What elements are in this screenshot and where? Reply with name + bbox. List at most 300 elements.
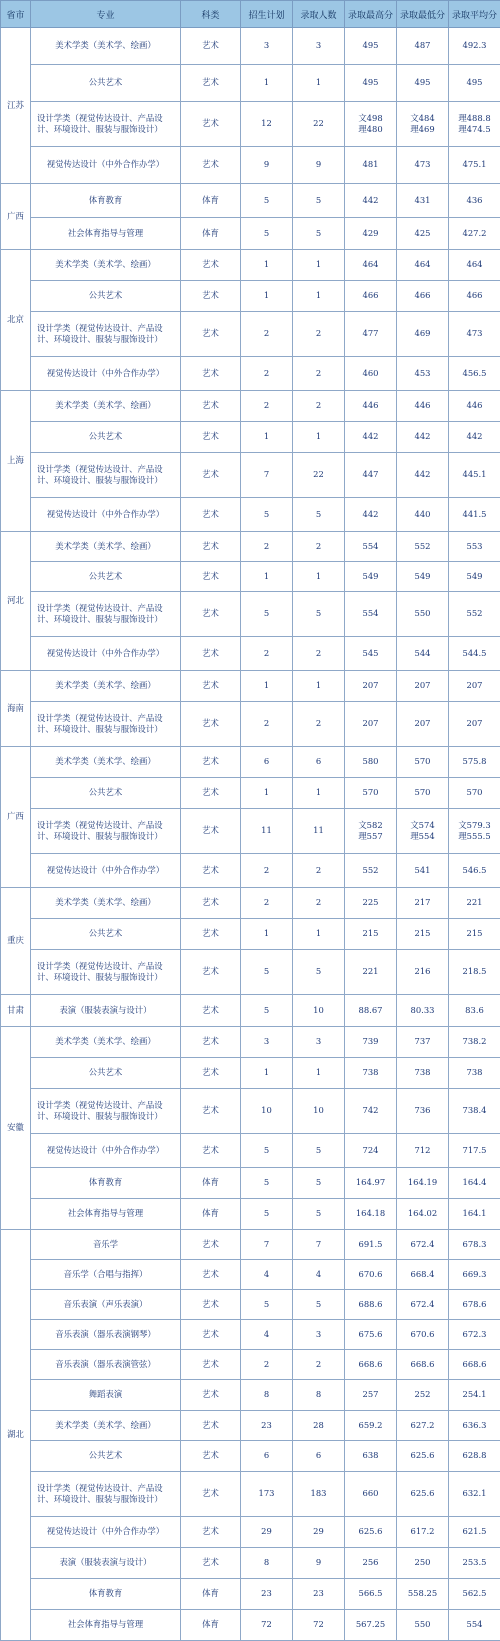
min-score-cell: 570 (397, 778, 449, 809)
max-score-cell: 257 (345, 1380, 397, 1411)
admitted-cell: 1 (293, 250, 345, 281)
min-score-cell: 216 (397, 950, 449, 995)
type-cell: 艺术 (181, 1058, 241, 1089)
plan-cell: 1 (241, 422, 293, 453)
header-max: 录取最高分 (345, 1, 397, 28)
type-cell: 体育 (181, 1579, 241, 1610)
table-row (1, 1089, 500, 1134)
max-score-cell: 460 (345, 357, 397, 391)
admitted-cell: 1 (293, 422, 345, 453)
table-row (1, 1380, 500, 1411)
admitted-cell: 3 (293, 1027, 345, 1058)
plan-cell: 5 (241, 1199, 293, 1230)
min-score-cell: 446 (397, 391, 449, 422)
admitted-cell: 4 (293, 1260, 345, 1290)
table-row (1, 671, 500, 702)
avg-score-cell: 441.5 (449, 498, 500, 532)
major-cell: 公共艺术 (31, 65, 181, 102)
admitted-cell: 2 (293, 702, 345, 747)
avg-score-cell: 164.4 (449, 1168, 500, 1199)
min-score-cell: 625.6 (397, 1472, 449, 1517)
admitted-cell: 5 (293, 592, 345, 637)
avg-score-cell: 636.3 (449, 1411, 500, 1441)
plan-cell: 29 (241, 1517, 293, 1548)
min-score-cell: 464 (397, 250, 449, 281)
min-score-cell: 541 (397, 854, 449, 888)
avg-score-cell: 164.1 (449, 1199, 500, 1230)
max-score-cell: 659.2 (345, 1411, 397, 1441)
table-row (1, 919, 500, 950)
header-plan: 招生计划 (241, 1, 293, 28)
avg-score-cell: 475.1 (449, 147, 500, 184)
avg-score-cell: 466 (449, 281, 500, 312)
admitted-cell: 5 (293, 1290, 345, 1320)
avg-score-cell: 218.5 (449, 950, 500, 995)
major-cell: 社会体育指导与管理 (31, 1610, 181, 1641)
admitted-cell: 10 (293, 1089, 345, 1134)
table-row (1, 65, 500, 102)
table-row (1, 1134, 500, 1168)
major-cell: 公共艺术 (31, 1058, 181, 1089)
avg-score-cell: 207 (449, 702, 500, 747)
plan-cell: 5 (241, 592, 293, 637)
min-score-cell: 552 (397, 532, 449, 562)
avg-score-cell: 678.6 (449, 1290, 500, 1320)
admitted-cell: 2 (293, 1350, 345, 1380)
major-cell: 公共艺术 (31, 1441, 181, 1472)
admitted-cell: 2 (293, 854, 345, 888)
major-cell: 设计学类（视觉传达设计、产品设计、环境设计、服装与服饰设计） (31, 592, 181, 637)
type-cell: 艺术 (181, 1230, 241, 1260)
max-score-cell: 675.6 (345, 1320, 397, 1350)
avg-score-cell: 546.5 (449, 854, 500, 888)
type-cell: 艺术 (181, 637, 241, 671)
table-row (1, 1230, 500, 1260)
plan-cell: 4 (241, 1320, 293, 1350)
admitted-cell: 22 (293, 453, 345, 498)
plan-cell: 23 (241, 1411, 293, 1441)
table-row (1, 147, 500, 184)
max-score-cell: 466 (345, 281, 397, 312)
type-cell: 体育 (181, 1199, 241, 1230)
min-score-cell: 文484 理469 (397, 102, 449, 147)
max-score-cell: 446 (345, 391, 397, 422)
type-cell: 艺术 (181, 809, 241, 854)
admitted-cell: 5 (293, 1168, 345, 1199)
table-row (1, 218, 500, 250)
plan-cell: 5 (241, 184, 293, 218)
type-cell: 艺术 (181, 312, 241, 357)
type-cell: 艺术 (181, 1350, 241, 1380)
admitted-cell: 5 (293, 218, 345, 250)
major-cell: 美术学类（美术学、绘画） (31, 532, 181, 562)
min-score-cell: 文574 理554 (397, 809, 449, 854)
admitted-cell: 2 (293, 391, 345, 422)
min-score-cell: 668.6 (397, 1350, 449, 1380)
max-score-cell: 464 (345, 250, 397, 281)
table-row (1, 888, 500, 919)
table-row (1, 592, 500, 637)
avg-score-cell: 427.2 (449, 218, 500, 250)
admitted-cell: 2 (293, 312, 345, 357)
admitted-cell: 6 (293, 1441, 345, 1472)
avg-score-cell: 446 (449, 391, 500, 422)
avg-score-cell: 445.1 (449, 453, 500, 498)
min-score-cell: 473 (397, 147, 449, 184)
max-score-cell: 文498 理480 (345, 102, 397, 147)
min-score-cell: 550 (397, 592, 449, 637)
max-score-cell: 215 (345, 919, 397, 950)
table-row (1, 184, 500, 218)
plan-cell: 2 (241, 888, 293, 919)
table-row (1, 1199, 500, 1230)
major-cell: 美术学类（美术学、绘画） (31, 391, 181, 422)
major-cell: 音乐表演（声乐表演） (31, 1290, 181, 1320)
plan-cell: 12 (241, 102, 293, 147)
plan-cell: 8 (241, 1548, 293, 1579)
max-score-cell: 668.6 (345, 1350, 397, 1380)
max-score-cell: 256 (345, 1548, 397, 1579)
major-cell: 体育教育 (31, 1168, 181, 1199)
admitted-cell: 1 (293, 919, 345, 950)
major-cell: 美术学类（美术学、绘画） (31, 671, 181, 702)
plan-cell: 10 (241, 1089, 293, 1134)
plan-cell: 2 (241, 312, 293, 357)
max-score-cell: 447 (345, 453, 397, 498)
avg-score-cell: 562.5 (449, 1579, 500, 1610)
major-cell: 视觉传达设计（中外合作办学） (31, 637, 181, 671)
min-score-cell: 672.4 (397, 1230, 449, 1260)
plan-cell: 72 (241, 1610, 293, 1641)
type-cell: 艺术 (181, 281, 241, 312)
province-cell: 广西 (1, 747, 31, 888)
max-score-cell: 739 (345, 1027, 397, 1058)
min-score-cell: 617.2 (397, 1517, 449, 1548)
table-row (1, 1027, 500, 1058)
admitted-cell: 8 (293, 1380, 345, 1411)
max-score-cell: 495 (345, 28, 397, 65)
plan-cell: 9 (241, 147, 293, 184)
min-score-cell: 442 (397, 422, 449, 453)
min-score-cell: 570 (397, 747, 449, 778)
type-cell: 艺术 (181, 1027, 241, 1058)
admitted-cell: 10 (293, 995, 345, 1027)
admitted-cell: 3 (293, 1320, 345, 1350)
max-score-cell: 164.18 (345, 1199, 397, 1230)
admitted-cell: 5 (293, 1134, 345, 1168)
avg-score-cell: 738.4 (449, 1089, 500, 1134)
max-score-cell: 566.5 (345, 1579, 397, 1610)
major-cell: 视觉传达设计（中外合作办学） (31, 1517, 181, 1548)
table-row (1, 102, 500, 147)
type-cell: 艺术 (181, 592, 241, 637)
type-cell: 艺术 (181, 147, 241, 184)
table-row (1, 562, 500, 592)
header-row (1, 1, 500, 28)
min-score-cell: 252 (397, 1380, 449, 1411)
avg-score-cell: 544.5 (449, 637, 500, 671)
plan-cell: 5 (241, 950, 293, 995)
admitted-cell: 2 (293, 637, 345, 671)
plan-cell: 23 (241, 1579, 293, 1610)
plan-cell: 6 (241, 1441, 293, 1472)
max-score-cell: 552 (345, 854, 397, 888)
major-cell: 设计学类（视觉传达设计、产品设计、环境设计、服装与服饰设计） (31, 702, 181, 747)
max-score-cell: 429 (345, 218, 397, 250)
avg-score-cell: 理488.8 理474.5 (449, 102, 500, 147)
plan-cell: 2 (241, 391, 293, 422)
table-row (1, 1290, 500, 1320)
type-cell: 艺术 (181, 1441, 241, 1472)
major-cell: 表演（服装表演与设计） (31, 1548, 181, 1579)
plan-cell: 2 (241, 357, 293, 391)
min-score-cell: 736 (397, 1089, 449, 1134)
table-row (1, 28, 500, 65)
province-cell: 北京 (1, 250, 31, 391)
table-row (1, 1472, 500, 1517)
avg-score-cell: 83.6 (449, 995, 500, 1027)
admitted-cell: 183 (293, 1472, 345, 1517)
min-score-cell: 672.4 (397, 1290, 449, 1320)
table-row (1, 1350, 500, 1380)
plan-cell: 2 (241, 637, 293, 671)
table-row (1, 1517, 500, 1548)
max-score-cell: 88.67 (345, 995, 397, 1027)
avg-score-cell: 473 (449, 312, 500, 357)
table-row (1, 250, 500, 281)
province-cell: 重庆 (1, 888, 31, 995)
max-score-cell: 549 (345, 562, 397, 592)
type-cell: 艺术 (181, 562, 241, 592)
type-cell: 艺术 (181, 1548, 241, 1579)
max-score-cell: 567.25 (345, 1610, 397, 1641)
min-score-cell: 80.33 (397, 995, 449, 1027)
admitted-cell: 9 (293, 1548, 345, 1579)
min-score-cell: 738 (397, 1058, 449, 1089)
avg-score-cell: 552 (449, 592, 500, 637)
avg-score-cell: 456.5 (449, 357, 500, 391)
table-row (1, 637, 500, 671)
max-score-cell: 文582 理557 (345, 809, 397, 854)
plan-cell: 1 (241, 250, 293, 281)
major-cell: 公共艺术 (31, 281, 181, 312)
type-cell: 艺术 (181, 1320, 241, 1350)
min-score-cell: 544 (397, 637, 449, 671)
header-min: 录取最低分 (397, 1, 449, 28)
type-cell: 艺术 (181, 950, 241, 995)
avg-score-cell: 215 (449, 919, 500, 950)
plan-cell: 11 (241, 809, 293, 854)
table-row (1, 498, 500, 532)
major-cell: 社会体育指导与管理 (31, 1199, 181, 1230)
max-score-cell: 545 (345, 637, 397, 671)
province-cell: 湖北 (1, 1230, 31, 1641)
min-score-cell: 625.6 (397, 1441, 449, 1472)
admitted-cell: 7 (293, 1230, 345, 1260)
type-cell: 艺术 (181, 1517, 241, 1548)
table-row (1, 312, 500, 357)
min-score-cell: 558.25 (397, 1579, 449, 1610)
table-row (1, 1260, 500, 1290)
avg-score-cell: 738 (449, 1058, 500, 1089)
max-score-cell: 691.5 (345, 1230, 397, 1260)
table-row (1, 1579, 500, 1610)
max-score-cell: 670.6 (345, 1260, 397, 1290)
avg-score-cell: 464 (449, 250, 500, 281)
min-score-cell: 495 (397, 65, 449, 102)
avg-score-cell: 436 (449, 184, 500, 218)
major-cell: 音乐表演（器乐表演钢琴） (31, 1320, 181, 1350)
type-cell: 艺术 (181, 1290, 241, 1320)
plan-cell: 6 (241, 747, 293, 778)
min-score-cell: 442 (397, 453, 449, 498)
table-row (1, 453, 500, 498)
plan-cell: 5 (241, 995, 293, 1027)
max-score-cell: 638 (345, 1441, 397, 1472)
avg-score-cell: 253.5 (449, 1548, 500, 1579)
table-row (1, 391, 500, 422)
plan-cell: 1 (241, 65, 293, 102)
type-cell: 体育 (181, 218, 241, 250)
admitted-cell: 2 (293, 888, 345, 919)
max-score-cell: 221 (345, 950, 397, 995)
table-row (1, 1168, 500, 1199)
min-score-cell: 164.02 (397, 1199, 449, 1230)
table-row (1, 281, 500, 312)
major-cell: 设计学类（视觉传达设计、产品设计、环境设计、服装与服饰设计） (31, 1089, 181, 1134)
min-score-cell: 440 (397, 498, 449, 532)
type-cell: 体育 (181, 1168, 241, 1199)
major-cell: 视觉传达设计（中外合作办学） (31, 357, 181, 391)
max-score-cell: 442 (345, 422, 397, 453)
plan-cell: 7 (241, 453, 293, 498)
major-cell: 设计学类（视觉传达设计、产品设计、环境设计、服装与服饰设计） (31, 453, 181, 498)
type-cell: 艺术 (181, 854, 241, 888)
table-row (1, 702, 500, 747)
max-score-cell: 742 (345, 1089, 397, 1134)
min-score-cell: 668.4 (397, 1260, 449, 1290)
max-score-cell: 688.6 (345, 1290, 397, 1320)
major-cell: 美术学类（美术学、绘画） (31, 888, 181, 919)
major-cell: 美术学类（美术学、绘画） (31, 1027, 181, 1058)
province-cell: 广西 (1, 184, 31, 250)
major-cell: 美术学类（美术学、绘画） (31, 250, 181, 281)
plan-cell: 2 (241, 854, 293, 888)
type-cell: 艺术 (181, 671, 241, 702)
avg-score-cell: 575.8 (449, 747, 500, 778)
admitted-cell: 11 (293, 809, 345, 854)
admitted-cell: 1 (293, 562, 345, 592)
plan-cell: 1 (241, 281, 293, 312)
avg-score-cell: 628.8 (449, 1441, 500, 1472)
table-row (1, 1441, 500, 1472)
plan-cell: 1 (241, 1058, 293, 1089)
major-cell: 美术学类（美术学、绘画） (31, 1411, 181, 1441)
admitted-cell: 1 (293, 671, 345, 702)
admitted-cell: 5 (293, 950, 345, 995)
province-cell: 甘肃 (1, 995, 31, 1027)
max-score-cell: 442 (345, 498, 397, 532)
major-cell: 设计学类（视觉传达设计、产品设计、环境设计、服装与服饰设计） (31, 102, 181, 147)
province-cell: 河北 (1, 532, 31, 671)
admitted-cell: 2 (293, 532, 345, 562)
table-header (1, 1, 500, 28)
avg-score-cell: 207 (449, 671, 500, 702)
min-score-cell: 207 (397, 671, 449, 702)
min-score-cell: 250 (397, 1548, 449, 1579)
admitted-cell: 9 (293, 147, 345, 184)
max-score-cell: 207 (345, 671, 397, 702)
province-cell: 上海 (1, 391, 31, 532)
type-cell: 艺术 (181, 1411, 241, 1441)
min-score-cell: 469 (397, 312, 449, 357)
avg-score-cell: 221 (449, 888, 500, 919)
plan-cell: 4 (241, 1260, 293, 1290)
plan-cell: 173 (241, 1472, 293, 1517)
major-cell: 公共艺术 (31, 919, 181, 950)
avg-score-cell: 738.2 (449, 1027, 500, 1058)
plan-cell: 2 (241, 1350, 293, 1380)
avg-score-cell: 570 (449, 778, 500, 809)
max-score-cell: 442 (345, 184, 397, 218)
type-cell: 体育 (181, 1610, 241, 1641)
table-row (1, 1320, 500, 1350)
major-cell: 设计学类（视觉传达设计、产品设计、环境设计、服装与服饰设计） (31, 950, 181, 995)
type-cell: 艺术 (181, 1134, 241, 1168)
admitted-cell: 1 (293, 65, 345, 102)
plan-cell: 8 (241, 1380, 293, 1411)
admitted-cell: 5 (293, 498, 345, 532)
major-cell: 公共艺术 (31, 562, 181, 592)
admitted-cell: 29 (293, 1517, 345, 1548)
max-score-cell: 164.97 (345, 1168, 397, 1199)
min-score-cell: 466 (397, 281, 449, 312)
table-row (1, 995, 500, 1027)
province-cell: 江苏 (1, 28, 31, 184)
plan-cell: 5 (241, 1134, 293, 1168)
type-cell: 艺术 (181, 1472, 241, 1517)
avg-score-cell: 492.3 (449, 28, 500, 65)
major-cell: 设计学类（视觉传达设计、产品设计、环境设计、服装与服饰设计） (31, 1472, 181, 1517)
major-cell: 表演（服装表演与设计） (31, 995, 181, 1027)
table-row (1, 854, 500, 888)
admitted-cell: 3 (293, 28, 345, 65)
type-cell: 艺术 (181, 702, 241, 747)
min-score-cell: 550 (397, 1610, 449, 1641)
min-score-cell: 487 (397, 28, 449, 65)
header-major: 专业 (31, 1, 181, 28)
type-cell: 艺术 (181, 919, 241, 950)
table-row (1, 357, 500, 391)
plan-cell: 1 (241, 778, 293, 809)
max-score-cell: 225 (345, 888, 397, 919)
type-cell: 艺术 (181, 747, 241, 778)
min-score-cell: 453 (397, 357, 449, 391)
plan-cell: 3 (241, 1027, 293, 1058)
avg-score-cell: 549 (449, 562, 500, 592)
major-cell: 体育教育 (31, 184, 181, 218)
admitted-cell: 22 (293, 102, 345, 147)
max-score-cell: 477 (345, 312, 397, 357)
table-row (1, 809, 500, 854)
min-score-cell: 431 (397, 184, 449, 218)
table-body (1, 28, 500, 1641)
max-score-cell: 554 (345, 592, 397, 637)
plan-cell: 7 (241, 1230, 293, 1260)
table-row (1, 1548, 500, 1579)
major-cell: 体育教育 (31, 1579, 181, 1610)
type-cell: 艺术 (181, 778, 241, 809)
